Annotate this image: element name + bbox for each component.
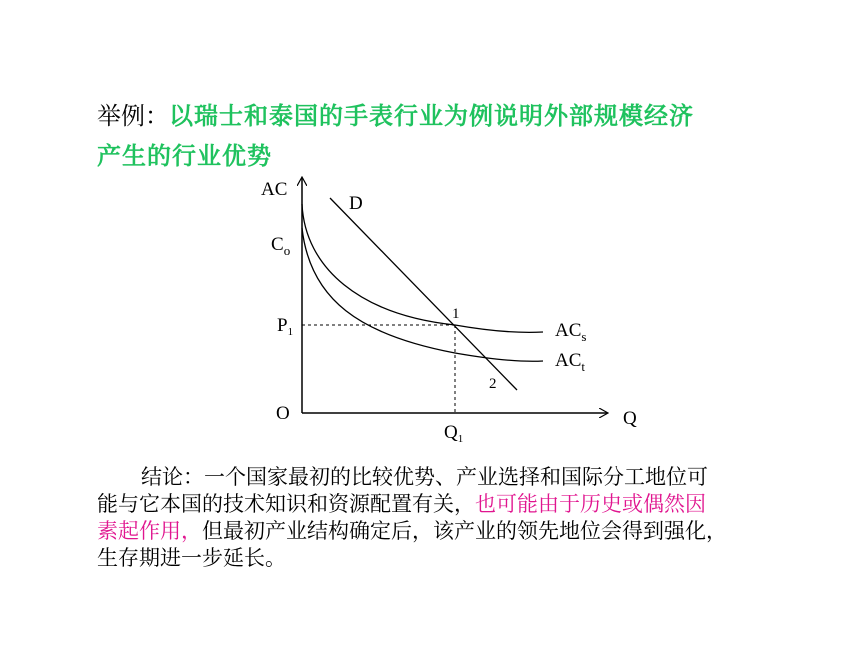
conclusion-paragraph bbox=[97, 464, 812, 572]
heading-title-part2: 产生的行业优势 bbox=[97, 142, 272, 170]
ac-t-curve bbox=[302, 228, 543, 361]
x-axis-label: Q bbox=[623, 408, 637, 429]
demand-curve bbox=[330, 198, 517, 390]
c0-label: $C_o$ bbox=[271, 234, 291, 258]
highlight-text-1: 也可能由于历史或偶然因 bbox=[475, 492, 706, 516]
conclusion-line-3: 素起作用，但最初产业结构确定后，该产业的领先地位会得到强化， bbox=[97, 519, 727, 543]
q1-label: $Q_1$ bbox=[444, 422, 464, 445]
ac-s-label: $AC_s$ bbox=[555, 320, 587, 344]
heading-title-part1: 以瑞士和泰国的手表行业为例说明外部规模经济 bbox=[169, 102, 694, 130]
conclusion-line-4: 生存期进一步延长。 bbox=[97, 546, 286, 570]
demand-label: D bbox=[349, 193, 363, 214]
point-2-label: 2 bbox=[489, 376, 497, 392]
conclusion-line-2: 能与它本国的技术知识和资源配置有关，也可能由于历史或偶然因 bbox=[97, 492, 706, 516]
point-1-label: 1 bbox=[452, 306, 460, 322]
y-axis-label: AC bbox=[261, 179, 288, 200]
ac-s-curve bbox=[302, 204, 543, 332]
p1-label: $P_1$ bbox=[277, 315, 294, 338]
conclusion-line-1: 结论：一个国家最初的比较优势、产业选择和国际分工地位可 bbox=[141, 465, 708, 489]
origin-label: O bbox=[276, 403, 290, 424]
highlight-text-2: 素起作用， bbox=[97, 519, 202, 543]
ac-t-label: $AC_t$ bbox=[555, 350, 586, 374]
heading-prefix: 举例： bbox=[97, 102, 169, 130]
